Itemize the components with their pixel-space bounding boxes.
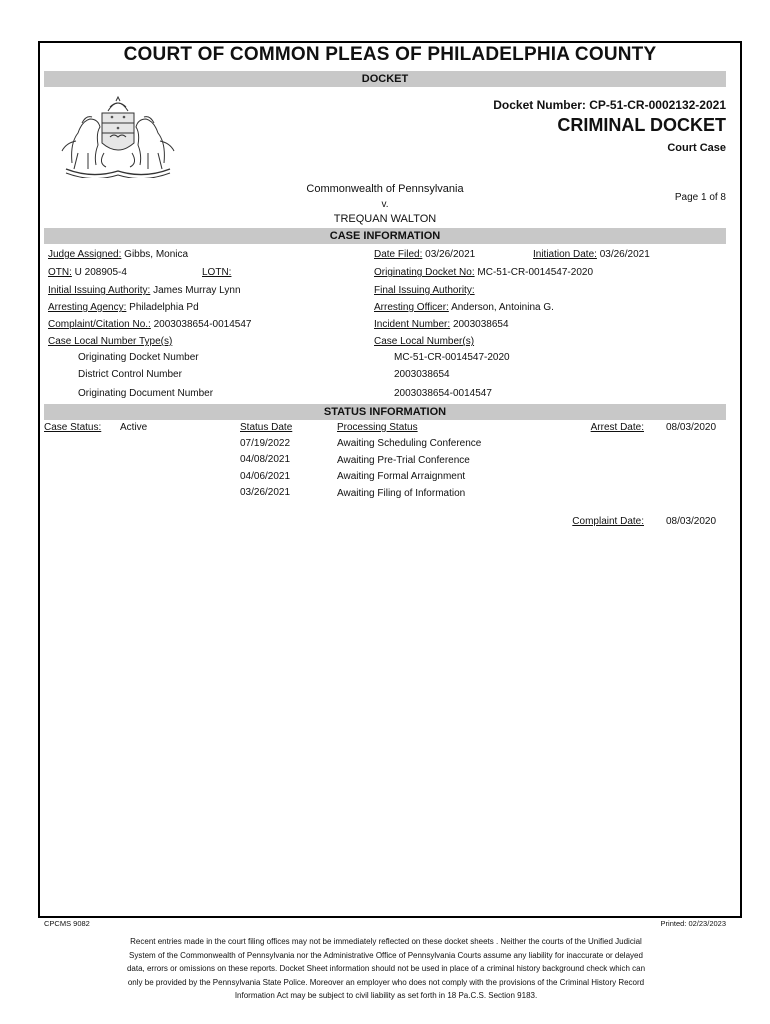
caption-versus: v. xyxy=(381,199,389,210)
complaint-citation-row xyxy=(48,319,252,330)
notice-line: Information Act may be subject to civil liability as set forth in 18 Pa.C.S. Section 9183. xyxy=(234,991,538,1001)
case-status-label: Case Status: xyxy=(44,422,102,433)
judge-value: Gibbs, Monica xyxy=(124,249,189,260)
page-indicator: Page 1 of 8 xyxy=(674,192,726,203)
initiation-date-row xyxy=(533,249,650,260)
court-title: COURT OF COMMON PLEAS OF PHILADELPHIA COUNTY xyxy=(123,44,657,65)
caption-defendant: TREQUAN WALTON xyxy=(333,213,437,225)
originating-docket-row xyxy=(374,267,593,278)
judge-row xyxy=(48,249,188,260)
arresting-agency-label: Arresting Agency: xyxy=(48,302,127,313)
incident-number-row xyxy=(374,319,509,330)
caption-plaintiff: Commonwealth of Pennsylvania xyxy=(306,183,464,195)
complaint-date-label: Complaint Date: xyxy=(572,516,644,527)
notice-line: data, errors or omissions on these reports. Docket Sheet information should not be used in place of a criminal history background check which can xyxy=(126,964,646,974)
notice-line: only be provided by the Pennsylvania State Police. Moreover an employer who does not comply with the provisions of the Criminal History Record xyxy=(127,977,645,987)
local-number-type: District Control Number xyxy=(78,369,182,380)
processing-status-header: Processing Status xyxy=(337,422,418,433)
date-filed-row xyxy=(374,249,475,260)
processing-status: Awaiting Pre-Trial Conference xyxy=(337,455,470,466)
status-date: 04/06/2021 xyxy=(240,471,291,482)
initiation-date-label: Initiation Date: xyxy=(533,249,597,260)
status-information-bar: STATUS INFORMATION xyxy=(44,404,726,420)
initial-issuing-authority-row xyxy=(48,285,241,296)
docket-number: Docket Number: CP-51-CR-0002132-2021 xyxy=(493,98,726,112)
arresting-officer-row xyxy=(374,302,554,313)
form-id: CPCMS 9082 xyxy=(44,919,90,928)
local-number-type: Originating Document Number xyxy=(78,388,214,399)
printed-date: Printed: 02/23/2023 xyxy=(660,919,726,928)
local-number-type: Originating Docket Number xyxy=(78,352,199,363)
initial-issuing-authority-value: James Murray Lynn xyxy=(153,285,241,296)
final-issuing-authority-label: Final Issuing Authority: xyxy=(374,285,475,296)
arresting-agency-row xyxy=(48,302,199,313)
complaint-citation-label: Complaint/Citation No.: xyxy=(48,319,151,330)
status-date: 07/19/2022 xyxy=(240,438,291,449)
case-information-bar: CASE INFORMATION xyxy=(44,228,726,244)
docket-type-title: CRIMINAL DOCKET xyxy=(557,115,726,135)
status-date: 03/26/2021 xyxy=(240,487,291,498)
status-date-header: Status Date xyxy=(240,422,293,433)
originating-docket-label: Originating Docket No: xyxy=(374,267,475,278)
initiation-date-value: 03/26/2021 xyxy=(599,249,650,260)
processing-status: Awaiting Scheduling Conference xyxy=(337,438,482,449)
case-local-number-types-label: Case Local Number Type(s) xyxy=(48,336,173,347)
arresting-officer-value: Anderson, Antoinina G. xyxy=(451,302,554,313)
lotn-label: LOTN: xyxy=(202,267,232,278)
processing-status: Awaiting Formal Arraignment xyxy=(337,471,466,482)
arrest-date-value: 08/03/2020 xyxy=(666,422,717,433)
arresting-officer-label: Arresting Officer: xyxy=(374,302,449,313)
complaint-date-value: 08/03/2020 xyxy=(666,516,717,527)
incident-number-label: Incident Number: xyxy=(374,319,451,330)
complaint-citation-value: 2003038654-0014547 xyxy=(153,319,252,330)
otn-row xyxy=(48,267,127,278)
status-date: 04/08/2021 xyxy=(240,454,291,465)
otn-value: U 208905-4 xyxy=(74,267,127,278)
date-filed-label: Date Filed: xyxy=(374,249,423,260)
arresting-agency-value: Philadelphia Pd xyxy=(129,302,199,313)
date-filed-value: 03/26/2021 xyxy=(425,249,476,260)
local-number-value: 2003038654-0014547 xyxy=(394,388,492,399)
incident-number-value: 2003038654 xyxy=(452,319,509,330)
liability-notice xyxy=(82,935,690,1003)
notice-line: System of the Commonwealth of Pennsylvania nor the Administrative Office of Pennsylvania Courts assume any liability for inaccurate or delayed xyxy=(129,950,643,960)
otn-label: OTN: xyxy=(48,267,72,278)
arrest-date-label: Arrest Date: xyxy=(590,422,644,433)
initial-issuing-authority-label: Initial Issuing Authority: xyxy=(48,285,151,296)
pennsylvania-coat-of-arms-icon xyxy=(52,93,184,178)
case-kind: Court Case xyxy=(667,142,726,154)
processing-status: Awaiting Filing of Information xyxy=(337,488,466,499)
originating-docket-value: MC-51-CR-0014547-2020 xyxy=(477,267,594,278)
local-number-value: MC-51-CR-0014547-2020 xyxy=(394,352,510,363)
notice-line: Recent entries made in the court filing offices may not be immediately reflected on these docket sheets . Neither the courts of the Unified Judicial xyxy=(130,937,642,946)
case-local-numbers-label: Case Local Number(s) xyxy=(374,336,475,347)
case-status-value: Active xyxy=(120,422,148,433)
docket-bar: DOCKET xyxy=(44,71,726,87)
judge-label: Judge Assigned: xyxy=(48,249,122,260)
local-number-value: 2003038654 xyxy=(394,369,450,380)
